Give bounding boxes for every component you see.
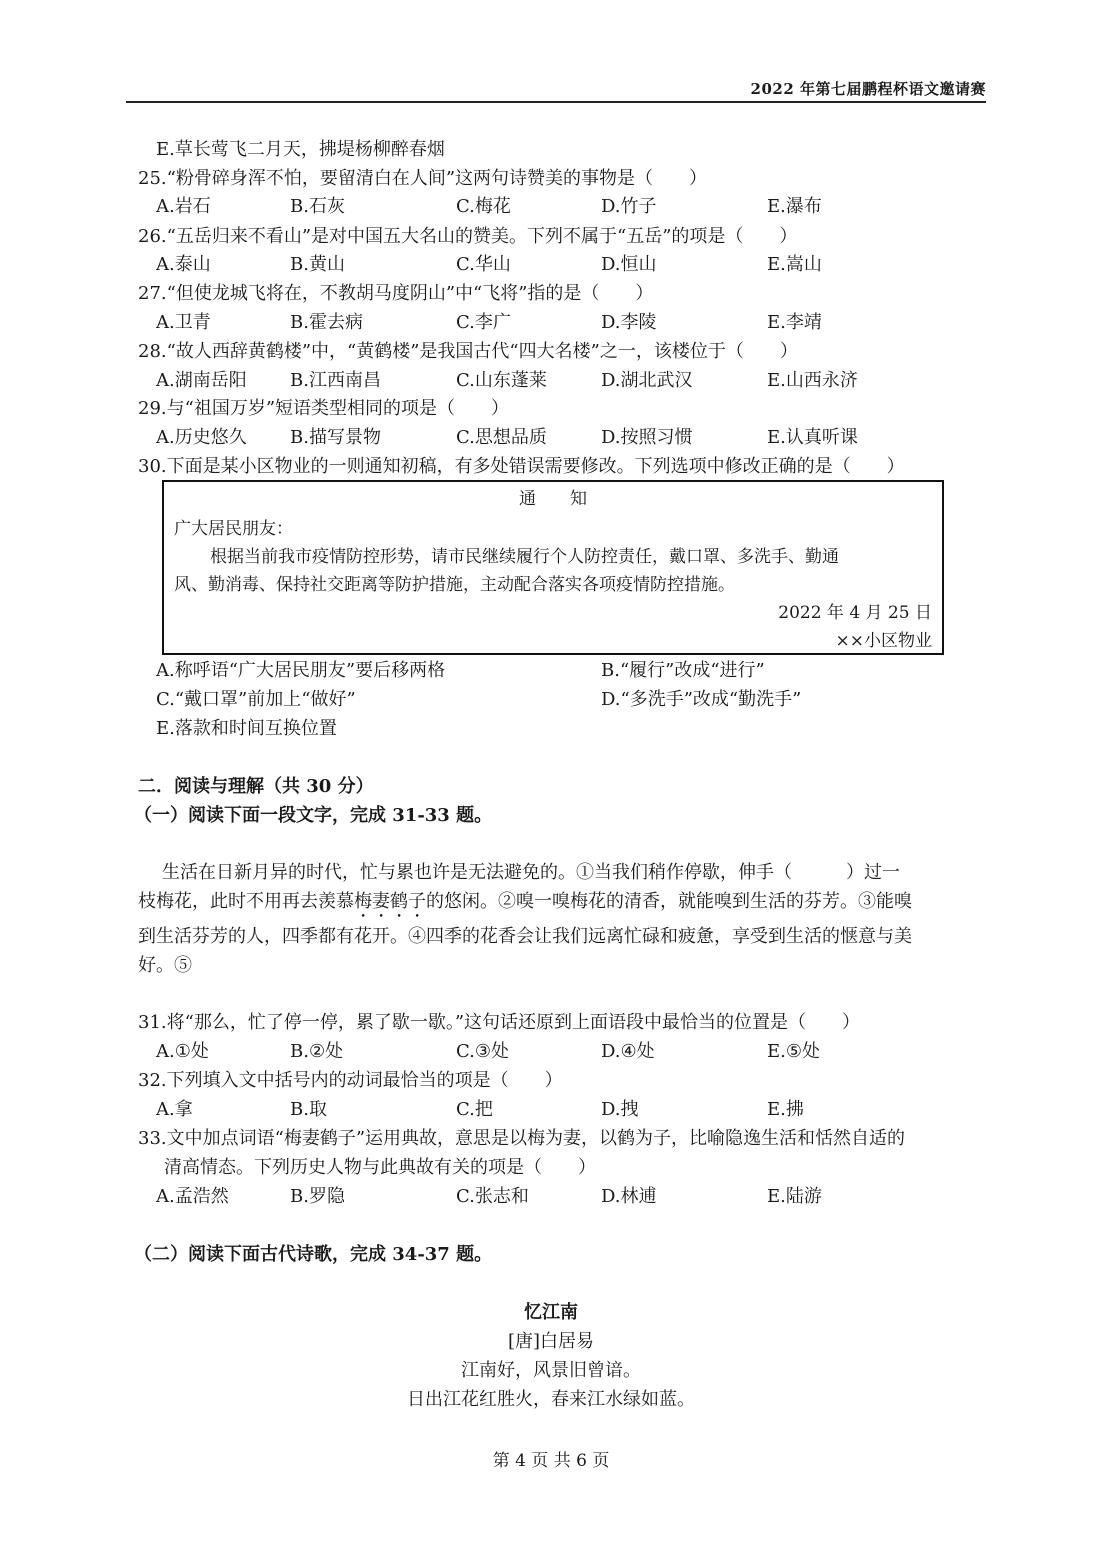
notice-salutation: 广大居民朋友： <box>174 519 293 539</box>
part2-title: （二）阅读下面古代诗歌，完成 34-37 题。 <box>134 1244 493 1265</box>
option-c: C.思想品质 <box>456 427 547 448</box>
passage-line1: 生活在日新月异的时代，忙与累也许是无法避免的。①当我们稍作停歇，伸手（ ）过一 <box>162 862 900 883</box>
option-e: E.陆游 <box>767 1186 822 1207</box>
notice-body-line1: 根据当前我市疫情防控形势，请市民继续履行个人防控责任，戴口罩、多洗手、勤通 <box>210 547 839 567</box>
q28-options <box>0 370 1102 394</box>
poem-author: [唐]白居易 <box>507 1331 595 1352</box>
q26-stem: 26.“五岳归来不看山”是对中国五大名山的赞美。下列不属于“五岳”的项是（ ） <box>138 226 798 247</box>
option-b: B.江西南昌 <box>290 370 381 391</box>
notice-date: 2022 年 4 月 25 日 <box>778 603 932 623</box>
poem-title: 忆江南 <box>524 1302 578 1323</box>
option-a: A.称呼语“广大居民朋友”要后移两格 <box>156 660 446 681</box>
option-a: A.泰山 <box>156 254 211 275</box>
option-d: D.“多洗手”改成“勤洗手” <box>601 689 802 710</box>
part1-title: （一）阅读下面一段文字，完成 31-33 题。 <box>134 805 493 826</box>
option-b: B.取 <box>290 1099 327 1120</box>
q32-options <box>0 1099 1102 1123</box>
q33-stem-line2: 清高情态。下列历史人物与此典故有关的项是（ ） <box>164 1157 596 1178</box>
option-a: A.历史悠久 <box>156 427 247 448</box>
option-e: E.⑤处 <box>767 1041 820 1062</box>
option-a: A.岩石 <box>156 196 211 217</box>
option-b: B.“履行”改成“进行” <box>601 660 765 681</box>
option-d: D.湖北武汉 <box>601 370 693 391</box>
option-c: C.③处 <box>456 1041 509 1062</box>
option-b: B.②处 <box>290 1041 344 1062</box>
q30-stem: 30.下面是某小区物业的一则通知初稿，有多处错误需要修改。下列选项中修改正确的是（ ） <box>138 456 905 477</box>
option-a: A.拿 <box>156 1099 193 1120</box>
q30-options-row2 <box>0 689 1102 713</box>
notice-title: 通 知 <box>519 489 587 509</box>
dotted-term: 梅妻鹤子 <box>354 891 426 912</box>
poem-line1: 江南好，风景旧曾谙。 <box>461 1360 641 1381</box>
passage-line4: 好。⑤ <box>138 955 192 976</box>
option-d: D.按照习惯 <box>601 427 693 448</box>
option-e: E.嵩山 <box>767 254 822 275</box>
option-e: E.认真听课 <box>767 427 858 448</box>
option-a: A.卫青 <box>156 312 211 333</box>
q25-stem: 25.“粉骨碎身浑不怕，要留清白在人间”这两句诗赞美的事物是（ ） <box>138 168 708 189</box>
option-c: C.山东蓬莱 <box>456 370 547 391</box>
option-b: B.霍去病 <box>290 312 363 333</box>
option-e: E.李靖 <box>767 312 822 333</box>
option-b: B.黄山 <box>290 254 345 275</box>
passage-line3: 到生活芬芳的人，四季都有花开。④四季的花香会让我们远离忙碌和疲惫，享受到生活的惬意与美 <box>138 926 912 947</box>
option-c: C.华山 <box>456 254 511 275</box>
passage-text: 枝梅花，此时不用再去羡慕 <box>138 891 354 912</box>
option-b: B.描写景物 <box>290 427 381 448</box>
option-d: D.④处 <box>601 1041 655 1062</box>
q24-option-e: E.草长莺飞二月天，拂堤杨柳醉春烟 <box>156 139 445 160</box>
q32-stem: 32.下列填入文中括号内的动词最恰当的项是（ ） <box>138 1070 563 1091</box>
q30-options-row1 <box>0 660 1102 684</box>
q29-options <box>0 427 1102 451</box>
page-footer: 第 4 页 共 6 页 <box>492 1451 610 1471</box>
option-c: C.把 <box>456 1099 493 1120</box>
option-c: C.张志和 <box>456 1186 529 1207</box>
option-e: E.山西永济 <box>767 370 858 391</box>
q31-stem: 31.将“那么，忙了停一停，累了歇一歇。”这句话还原到上面语段中最恰当的位置是（ ） <box>138 1012 861 1033</box>
option-c: C.“戴口罩”前加上“做好” <box>156 689 356 710</box>
option-a: A.湖南岳阳 <box>156 370 247 391</box>
option-b: B.石灰 <box>290 196 345 217</box>
option-e: E.落款和时间互换位置 <box>156 718 337 739</box>
q33-options <box>0 1186 1102 1210</box>
q25-options <box>0 196 1102 220</box>
notice-body-line2: 风、勤消毒、保持社交距离等防护措施，主动配合落实各项疫情防控措施。 <box>174 575 735 595</box>
option-d: D.李陵 <box>601 312 657 333</box>
option-a: A.①处 <box>156 1041 209 1062</box>
q31-options <box>0 1041 1102 1065</box>
option-d: D.竹子 <box>601 196 657 217</box>
section2-title: 二．阅读与理解（共 30 分） <box>138 776 374 797</box>
option-c: C.梅花 <box>456 196 511 217</box>
q30-options-row3 <box>0 718 1102 742</box>
option-a: A.孟浩然 <box>156 1186 229 1207</box>
q27-stem: 27.“但使龙城飞将在，不教胡马度阴山”中“飞将”指的是（ ） <box>138 283 654 304</box>
poem-line2: 日出江花红胜火，春来江水绿如蓝。 <box>407 1389 695 1410</box>
option-d: D.恒山 <box>601 254 657 275</box>
notice-signature: ××小区物业 <box>835 631 932 651</box>
option-e: E.瀑布 <box>767 196 822 217</box>
option-b: B.罗隐 <box>290 1186 345 1207</box>
q33-stem-line1: 33.文中加点词语“梅妻鹤子”运用典故，意思是以梅为妻，以鹤为子，比喻隐逸生活和恬然自适的 <box>138 1128 906 1149</box>
passage-text: 的悠闲。②嗅一嗅梅花的清香，就能嗅到生活的芬芳。③能嗅 <box>426 891 912 912</box>
q27-options <box>0 312 1102 336</box>
option-d: D.林逋 <box>601 1186 657 1207</box>
q28-stem: 28.“故人西辞黄鹤楼”中，“黄鹤楼”是我国古代“四大名楼”之一，该楼位于（ ） <box>138 341 798 362</box>
notice-box <box>162 480 944 655</box>
header-rule <box>126 101 986 103</box>
page-header-title: 2022 年第七届鹏程杯语文邀请赛 <box>750 80 986 98</box>
q29-stem: 29.与“祖国万岁”短语类型相同的项是（ ） <box>138 398 510 419</box>
passage-line2 <box>138 891 978 922</box>
q26-options <box>0 254 1102 278</box>
option-c: C.李广 <box>456 312 511 333</box>
option-d: D.拽 <box>601 1099 639 1120</box>
option-e: E.拂 <box>767 1099 804 1120</box>
